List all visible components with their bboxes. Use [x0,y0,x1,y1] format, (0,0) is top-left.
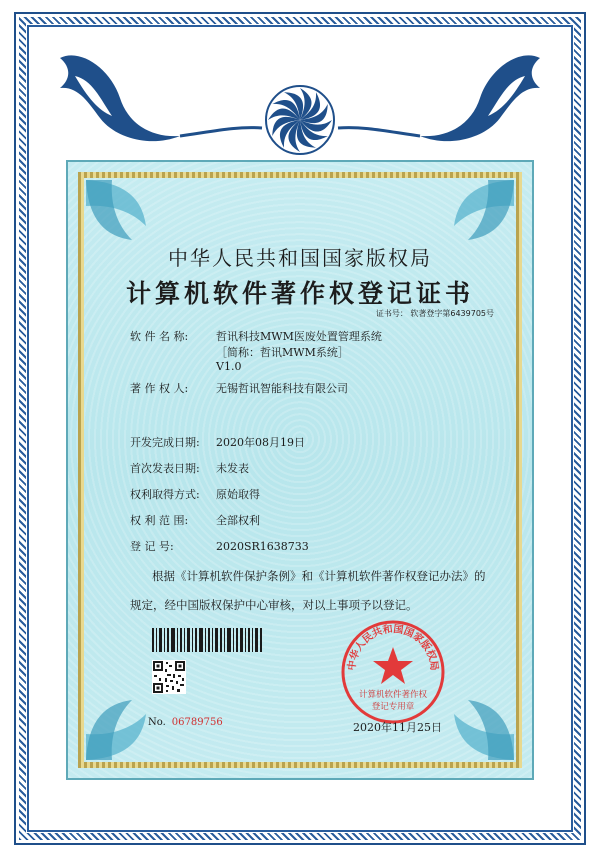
field-acquisition-method [130,486,260,502]
field-value: 2020SR1638733 [216,540,309,553]
statement-line-2: 规定，经中国版权保护中心审核，对以上事项予以登记。 [130,598,418,612]
field-value: 全部权利 [216,514,260,527]
statement-line-1: 根据《计算机软件保护条例》和《计算机软件著作权登记办法》的 [152,569,486,583]
field-publication-date [130,460,249,476]
issue-date: 2020年11月25日 [353,721,442,734]
field-label: 权利取得方式: [130,488,200,501]
field-label: 著 作 权 人: [130,382,189,395]
corner-ornament-icon [440,686,518,764]
field-label: 开发完成日期: [130,436,200,449]
field-label: 首次发表日期: [130,462,200,475]
field-value: 哲讯科技MWM医废处置管理系统 [216,330,382,343]
seal-line-1: 计算机软件著作权 [358,690,428,700]
certificate-number: 证书号： 软著登字第6439705号 [375,309,494,318]
serial-prefix: No. [148,717,166,728]
serial-number [148,717,223,728]
field-rights-scope [130,512,260,528]
software-abbreviation: ［简称：哲讯MWM系统］ [216,346,349,359]
seal-line-2: 登记专用章 [371,702,415,712]
field-value: 未发表 [216,462,249,475]
field-software-name [130,328,382,344]
barcode-icon [152,628,262,652]
field-registration-number [130,538,309,554]
field-label: 软 件 名 称: [130,330,189,343]
certificate-panel [66,160,534,780]
top-ornament-icon [0,28,600,158]
certificate-title: 计算机软件著作权登记证书 [125,279,474,308]
field-value: 2020年08月19日 [216,436,305,449]
issuer-title: 中华人民共和国国家版权局 [168,246,432,270]
seal-ring-text: 中华人民共和国国家版权局 [346,624,440,672]
official-seal [338,617,448,727]
field-completion-date [130,434,305,450]
qr-code-icon [152,660,186,694]
field-value: 无锡哲讯智能科技有限公司 [216,382,348,395]
serial-value: 06789756 [171,717,223,728]
field-label: 权 利 范 围: [130,514,189,527]
field-value: 原始取得 [216,488,260,501]
software-version: V1.0 [216,360,242,373]
field-copyright-owner [130,380,348,396]
field-label: 登 记 号: [130,540,174,553]
